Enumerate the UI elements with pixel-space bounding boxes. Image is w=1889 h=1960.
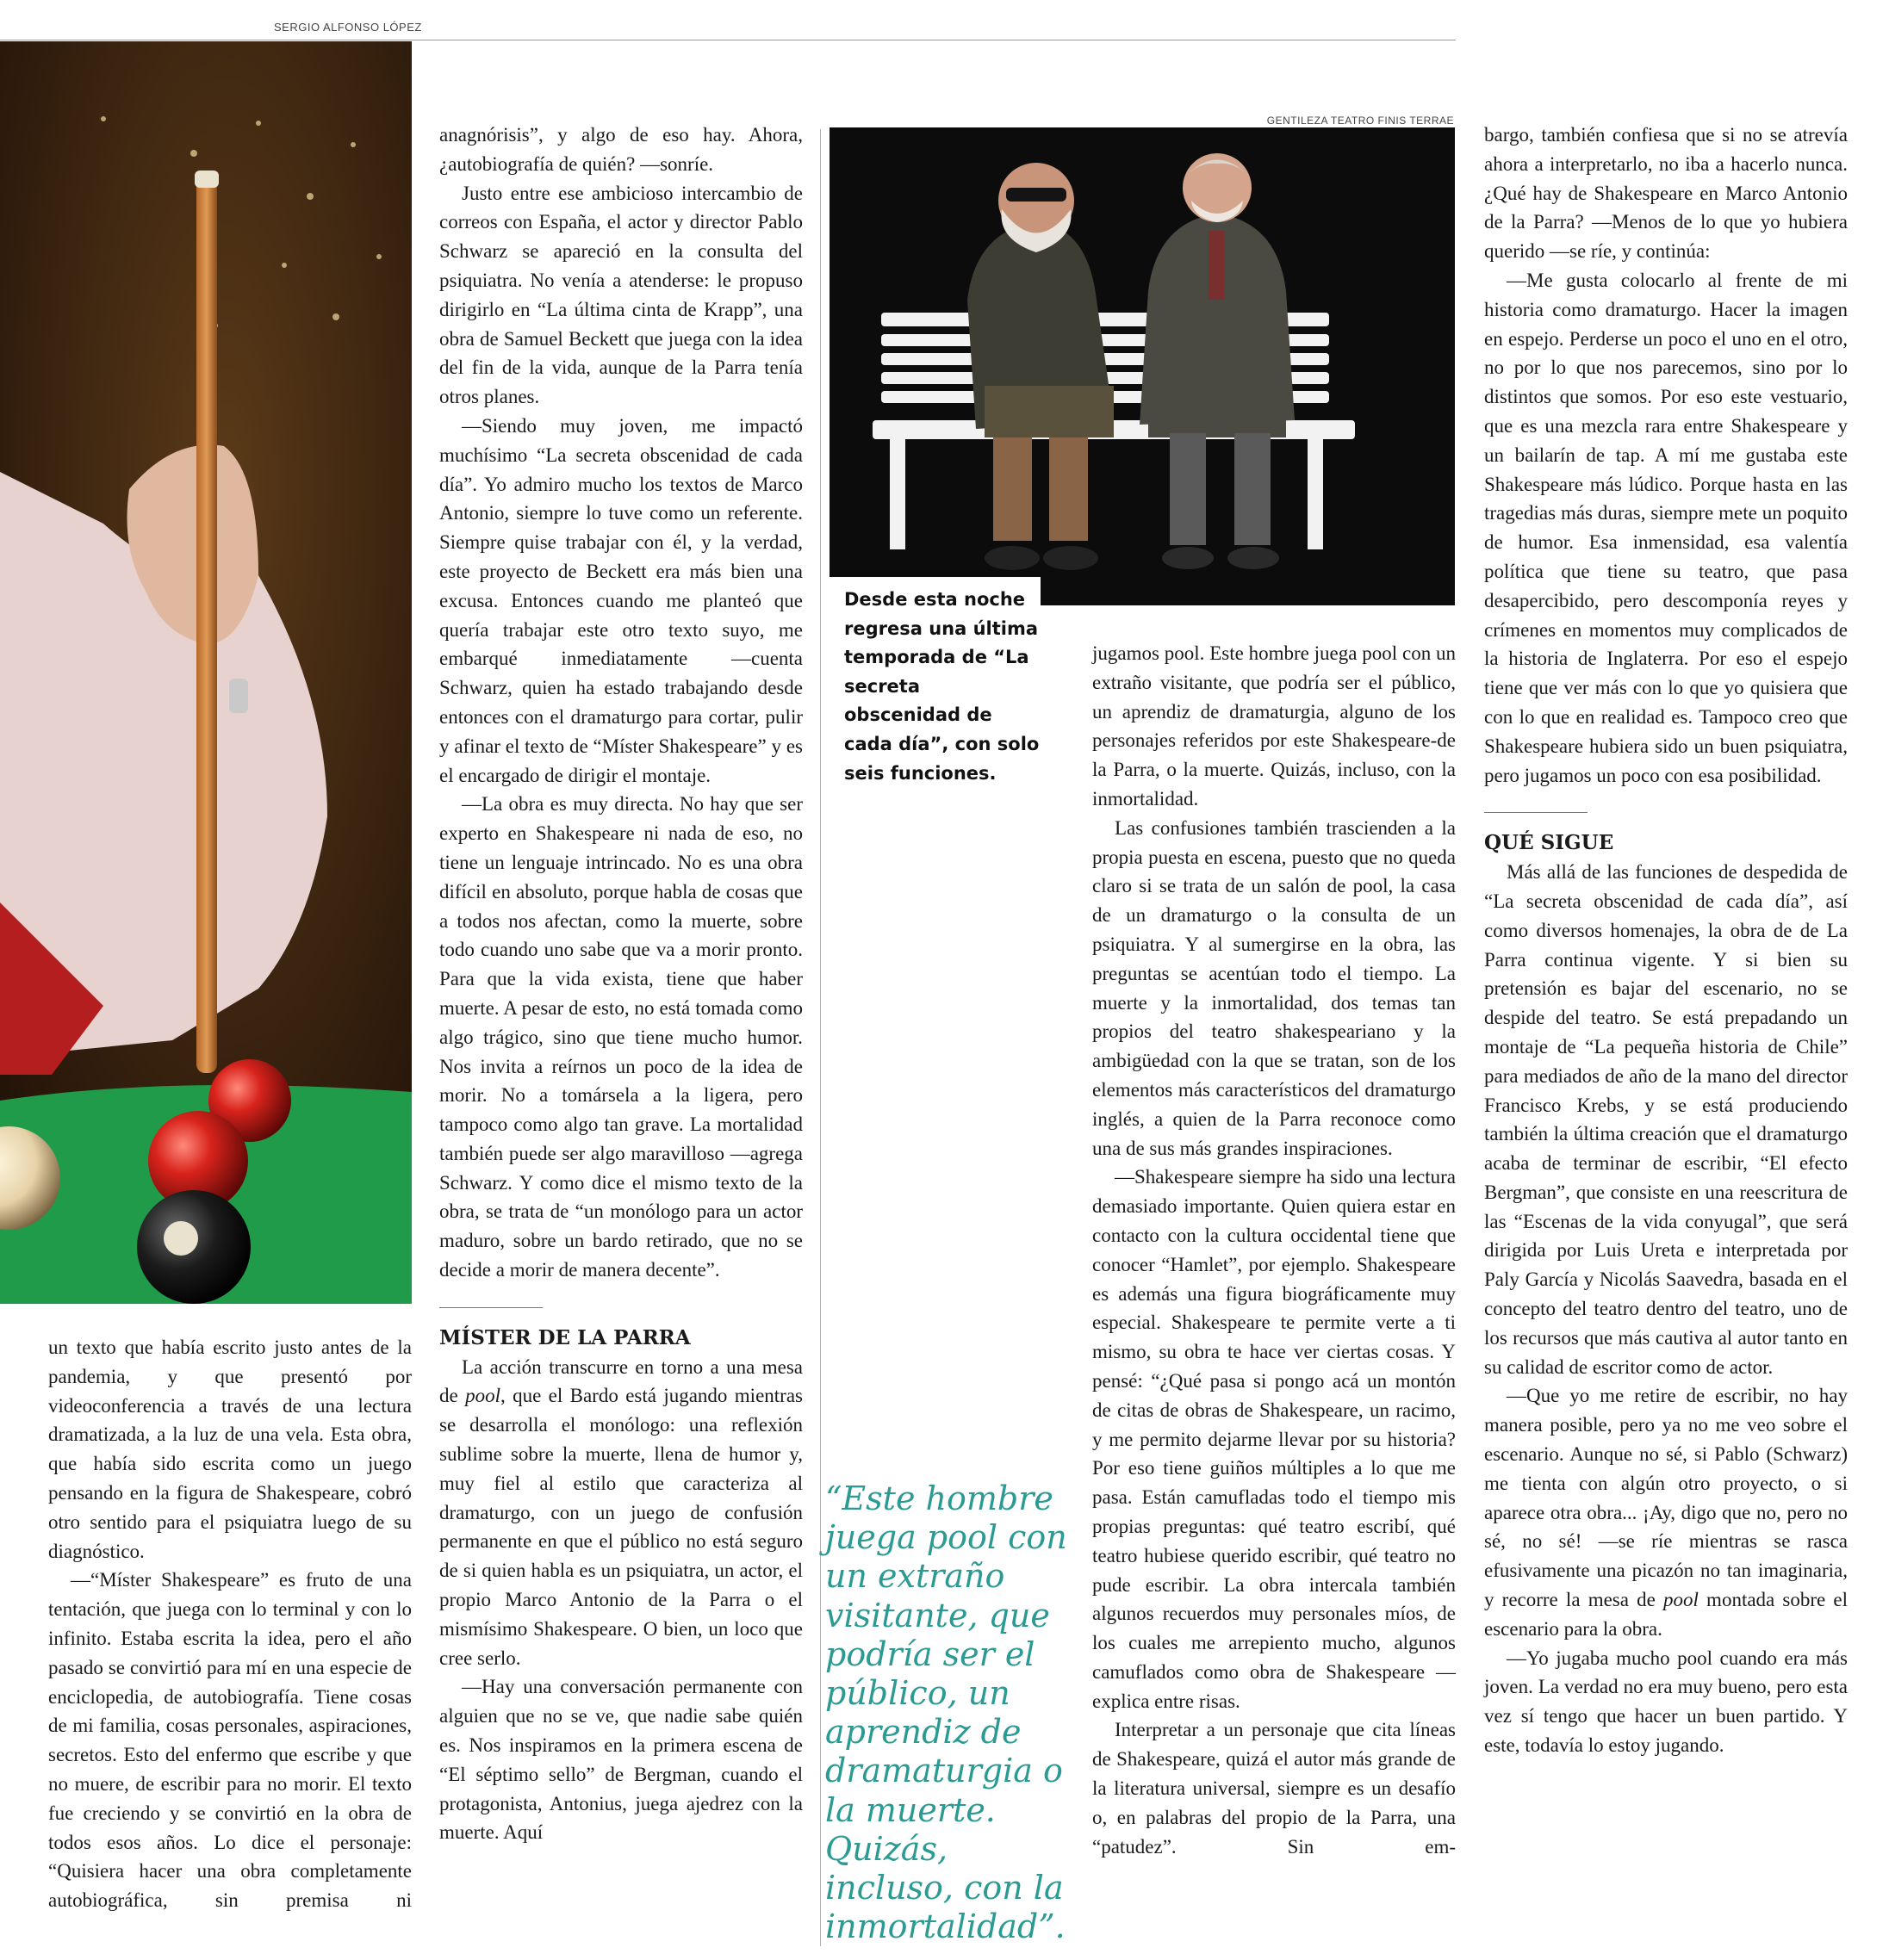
article-column-3: [1092, 639, 1456, 1861]
paragraph: —“Míster Shakespeare” es fruto de una tentación, que juega con lo terminal y con lo infinito. Estaba escrita la idea, pero el año pasado se convirtió para mí en una especie de enciclopedia, de autobiografía. Tiene cosas de mi familia, cosas personales, aspiraciones, secretos. Esto del enfermo que escribe y que no muere, de escribir para no morir. El texto fue creciendo y se convirtió en la obra de todos esos años. Lo dice el personaje: “Quisiera hacer una obra completamente autobiográfica, sin premisa ni: [48, 1569, 412, 1912]
photo-credit: GENTILEZA TEATRO FINIS TERRAE: [1266, 115, 1454, 127]
paragraph: La acción transcurre en torno a una mesa de pool, que el Bardo está jugando mientras se desarrolla el monólogo: una reflexión sublime sobre la muerte, llena de humor y, muy fiel al estilo que caracteriza al dramaturgo, con un juego de confusión permanente en que el público no está seguro de si quien habla es un psiquiatra, un actor, el propio Marco Antonio de la Parra o el mismísimo Shakespeare. O bien, un loco que cree serlo.: [439, 1355, 803, 1669]
pool-photo: [0, 41, 412, 1304]
paragraph: —Yo jugaba mucho pool cuando era más joven. La verdad no era muy bueno, pero esta vez sí tengo que hacer un buen partido. Y este, todavía lo estoy jugando.: [1484, 1647, 1848, 1757]
paragraph: anagnórisis”, y algo de eso hay. Ahora, ¿autobiografía de quién? —sonríe.: [439, 124, 803, 175]
article-column-2: [439, 121, 803, 1847]
paragraph: —Hay una conversación permanente con alguien que no se ve, que nadie sabe quién es. Nos inspiramos en la primera escena de “El séptimo sello” de Bergman, cuando el protagonista, Antonius, juega ajedrez con la muerte. Aquí: [439, 1676, 803, 1844]
section-divider: [439, 1307, 543, 1308]
article-column-4: [1484, 121, 1848, 1760]
byline: SERGIO ALFONSO LÓPEZ: [274, 21, 422, 34]
photo-caption: Desde esta noche regresa una última temporada de “La secreta obscenidad de cada día”, con solo seis funciones.: [844, 589, 1040, 784]
paragraph: bargo, también confiesa que si no se atrevía ahora a interpretarlo, no iba a hacerlo nunca. ¿Qué hay de Shakespeare en Marco Antonio de la Parra? —Menos de lo que yo hubiera querido —se ríe, y continúa:: [1484, 124, 1848, 263]
paragraph: Interpretar a un personaje que cita líneas de Shakespeare, quizá el autor más grande de la literatura universal, siempre es un desafío o, en palabras del propio de la Parra, una “patudez”. Sin em-: [1092, 1719, 1456, 1858]
paragraph: —Shakespeare siempre ha sido una lectura demasiado importante. Quien quiera estar en contacto con la cultura occidental tiene que conocer “Hamlet”, por ejemplo. Shakespeare es además una figura biográficamente muy especial. Shakespeare te permite verte a ti mismo, su obra te hace ver ciertas cosas. Y pensé: “¿Qué pasa si pongo acá un montón de citas de obras de Shakespeare, un racimo, y me permito dejarme llevar por su historia? Por eso tiene guiños múltiples a lo que me pasa. Están camufladas todo el tiempo mis propias preguntas: qué teatro escribí, qué teatro hubiese querido escribir, qué teatro no pude escribir. La obra intercala también algunos recuerdos muy personales míos, de los cuales me arrepiento mucho, algunos camuflados como obra de Shakespeare —explica entre risas.: [1092, 1166, 1456, 1712]
section-divider: [1484, 812, 1588, 813]
paragraph: Más allá de las funciones de despedida de “La secreta obscenidad de cada día”, así como diversos homenajes, la obra de de La Parra continua vigente. Y si bien su pretensión es bajar del escenario, no se despide del teatro. Se está prepadando un montaje de “La pequeña historia de Chile” para mediados de año de la mano del director Francisco Krebs, y se está produciendo también la última creación que el dramaturgo acaba de terminar de escribir, “El efecto Bergman”, que consiste en una reescritura de las “Escenas de la vida conyugal”, que será dirigida por Luis Ureta e interpretada por Paly García y Nicolás Saavedra, basada en el concepto del teatro dentro del teatro, uno de los recursos que más cautiva al autor tanto en su calidad de escritor como de actor.: [1484, 861, 1848, 1378]
actors-photo: [830, 127, 1455, 605]
paragraph: Justo entre ese ambicioso intercambio de correos con España, el actor y director Pablo Schwarz se apareció en la consulta del psiquiatra. No venía a atenderse: le propuso dirigirlo en “La última cinta de Krapp”, una obra de Samuel Beckett que juega con la idea del fin de la vida, aunque de la Parra tenía otros planes.: [439, 182, 803, 408]
section-heading: MÍSTER DE LA PARRA: [439, 1325, 691, 1349]
article-column-1: [48, 1333, 412, 1915]
paragraph: —Que yo me retire de escribir, no hay manera posible, pero ya no me veo sobre el escenario. Aunque no sé, si Pablo (Schwarz) me tienta con algún otro proyecto, o si aparece otra obra... ¡Ay, digo que no, pero no sé, no sé! —se ríe mientras se rasca efusivamente una picazón no tan imaginaria, y recorre la mesa de pool montada sobre el escenario para la obra.: [1484, 1385, 1848, 1640]
paragraph: —Me gusta colocarlo al frente de mi historia como dramaturgo. Hacer la imagen en espejo. Perderse un poco el uno en el otro, no por lo que nos parecemos, sino por lo distintos que somos. Por eso este vestuario, que es una mezcla rara entre Shakespeare y un bailarín de tap. A mí me gustaba este Shakespeare más lúdico. Porque hasta en las tragedias más duras, siempre mete un poquito de humor. Esa inmensidad, esa valentía política que tiene su teatro, que pasa desapercibido, pero descomponía reyes y crímenes en momentos muy complicados de la historia de Inglaterra. Por eso el espejo tiene que ver más con lo que yo quisiera que con lo que en realidad es. Tampoco creo que Shakespeare hubiera sido un buen psiquiatra, pero jugamos un poco con esa posibilidad.: [1484, 269, 1848, 786]
paragraph: —La obra es muy directa. No hay que ser experto en Shakespeare ni nada de eso, no tiene un lenguaje intrincado. No es una obra difícil en absoluto, porque habla de cosas que a todos nos afectan, como la muerte, sobre todo cuando uno sabe que va a morir pronto. Para que la vida exista, tiene que haber muerte. A pesar de esto, no está tomada como algo trágico, sino que tiene mucho humor. Nos invita a reírnos un poco de la idea de morir. No a tomársela a la ligera, pero tampoco como algo tan grave. La mortalidad también puede ser algo maravilloso —agrega Schwarz. Y como dice el mismo texto de la obra, se trata de “un monólogo para un actor maduro, sobre un bardo retirado, que no se decide a morir de manera decente”.: [439, 793, 803, 1281]
column-divider: [820, 129, 821, 1946]
paragraph: jugamos pool. Este hombre juega pool con un extraño visitante, que podría ser el público, un aprendiz de dramaturgia, alguno de los personajes referidos por este Shakespeare-de la Parra, o la muerte. Quizás, incluso, con la inmortalidad.: [1092, 642, 1456, 809]
paragraph: —Siendo muy joven, me impactó muchísimo “La secreta obscenidad de cada día”. Yo admiro mucho los textos de Marco Antonio, siempre lo tuve como un referente. Siempre quise trabajar con él, y la verdad, este proyecto de Beckett era más bien una excusa. Entonces cuando me planteó que quería trabajar este otro texto suyo, me embarqué inmediatamente —cuenta Schwarz, quien ha estado trabajando desde entonces con el dramaturgo para cortar, pulir y afinar el texto de “Míster Shakespeare” y es el encargado de dirigir el montaje.: [439, 414, 803, 786]
section-heading: QUÉ SIGUE: [1484, 831, 1614, 855]
pull-quote: “Este hombre juega pool con un extraño visitante, que podría ser el público, un aprendiz de dramaturgia o la muerte. Quizás, incluso, con la inmortalidad”.: [825, 1479, 1067, 1946]
paragraph: Las confusiones también trascienden a la propia puesta en escena, puesto que no queda claro si se trata de un salón de pool, la casa de un dramaturgo o la consulta de un psiquiatra. Y al sumergirse en la obra, las preguntas se acentúan todo el tiempo. La muerte y la inmortalidad, dos temas tan propios del teatro shakespeariano y la ambigüedad con la que se tratan, son de los elementos más característicos del dramaturgo inglés, a quien de la Parra reconoce como una de sus más grandes inspiraciones.: [1092, 816, 1456, 1159]
paragraph: un texto que había escrito justo antes de la pandemia, y que presentó por videoconferencia a través de una lectura dramatizada, a la luz de una vela. Esta obra, que había sido escrita como un juego pensando en la figura de Shakespeare, cobró otro sentido para el psiquiatra luego de su diagnóstico.: [48, 1337, 412, 1562]
